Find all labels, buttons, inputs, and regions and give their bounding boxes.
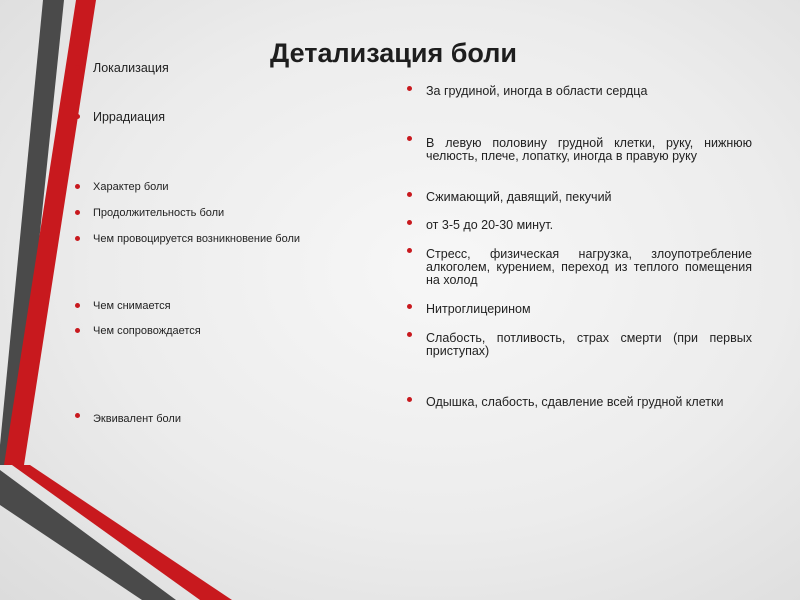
left-item-character: Характер боли (93, 181, 169, 193)
bullet-icon (407, 304, 412, 309)
bullet-icon (75, 328, 80, 333)
left-item-localization: Локализация (93, 61, 169, 75)
right-item-accompanying: Слабость, потливость, страх смерти (при первых приступах) (426, 331, 752, 358)
right-item-trigger: Стресс, физическая нагрузка, злоупотребление алкоголем, курением, переход из теплого помещения на холод (426, 247, 752, 287)
right-item-localization: За грудиной, иногда в области сердца (426, 84, 648, 98)
bullet-icon (407, 136, 412, 141)
bullet-icon (407, 192, 412, 197)
left-item-accompanying: Чем сопровождается (93, 325, 201, 337)
right-item-duration: от 3-5 до 20-30 минут. (426, 218, 554, 232)
left-item-irradiation: Иррадиация (93, 110, 165, 124)
bullet-icon (407, 248, 412, 253)
bullet-icon (407, 220, 412, 225)
bullet-icon (407, 332, 412, 337)
bullet-icon (75, 303, 80, 308)
bullet-icon (407, 86, 412, 91)
bullet-icon (407, 397, 412, 402)
slide-title: Детализация боли (270, 38, 517, 68)
right-item-character: Сжимающий, давящий, пекучий (426, 190, 612, 204)
left-item-duration: Продолжительность боли (93, 207, 225, 219)
bullet-icon (75, 413, 80, 418)
left-item-relief: Чем снимается (93, 300, 171, 312)
bullet-icon (75, 65, 80, 70)
bullet-icon (75, 184, 80, 189)
right-item-equivalent: Одышка, слабость, сдавление всей грудной клетки (426, 395, 724, 409)
right-item-irradiation: В левую половину грудной клетки, руку, нижнюю челюсть, плече, лопатку, иногда в правую руку (426, 136, 752, 163)
left-item-trigger: Чем провоцируется возникновение боли (93, 233, 301, 245)
dark-stripe-bottom (0, 470, 176, 600)
left-item-equivalent: Эквивалент боли (93, 413, 181, 425)
bullet-icon (75, 236, 80, 241)
bullet-icon (75, 210, 80, 215)
right-item-relief: Нитроглицерином (426, 302, 531, 316)
bullet-icon (75, 114, 80, 119)
